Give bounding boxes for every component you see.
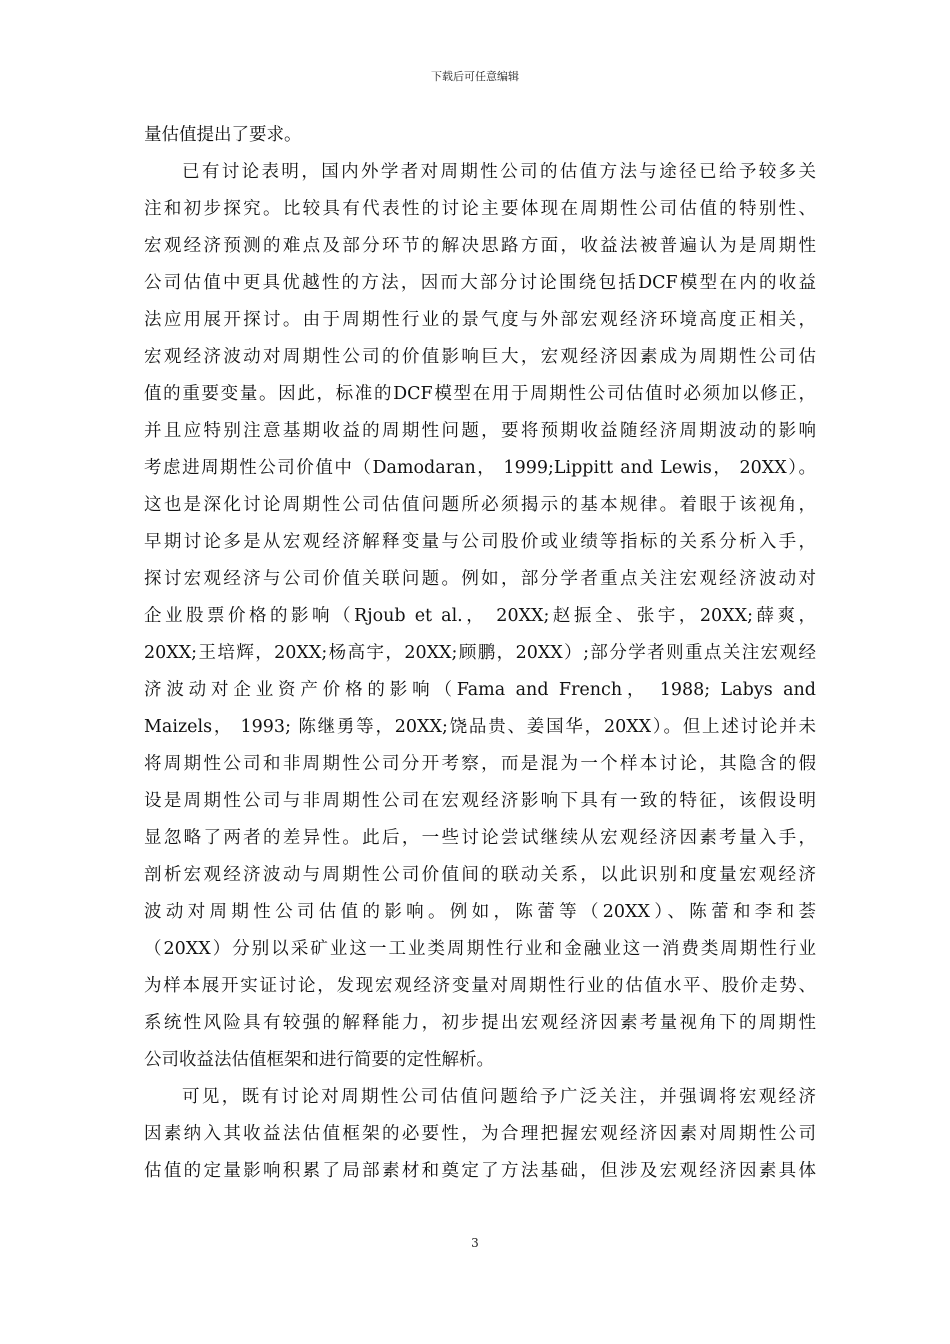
text-line: 探讨宏观经济与公司价值关联问题。例如，部分学者重点关注宏观经济波动对 xyxy=(144,569,816,589)
body-text xyxy=(144,117,816,1190)
text-line: 波动对周期性公司估值的影响。例如，陈蕾等（20XX）、陈蕾和李和荟 xyxy=(144,902,816,922)
text-line: 宏观经济预测的难点及部分环节的解决思路方面，收益法被普遍认为是周期性 xyxy=(144,236,816,256)
text-line: 系统性风险具有较强的解释能力，初步提出宏观经济因素考量视角下的周期性 xyxy=(144,1013,816,1033)
text-line: 剖析宏观经济波动与周期性公司价值间的联动关系，以此识别和度量宏观经济 xyxy=(144,865,816,885)
text-line: 企业股票价格的影响（Rjoub et al.， 20XX;赵振全、张宇，20XX;薛爽， xyxy=(144,606,816,626)
text-line: 20XX;王培辉，20XX;杨高宇，20XX;顾鹏，20XX）;部分学者则重点关注宏观经 xyxy=(144,643,816,663)
text-line: 估值的定量影响积累了局部素材和奠定了方法基础，但涉及宏观经济因素具体 xyxy=(144,1161,816,1181)
text-line: 这也是深化讨论周期性公司估值问题所必须揭示的基本规律。着眼于该视角， xyxy=(144,495,816,515)
text-line: 值的重要变量。因此，标准的DCF模型在用于周期性公司估值时必须加以修正， xyxy=(144,384,816,404)
text-line: 并且应特别注意基期收益的周期性问题，要将预期收益随经济周期波动的影响 xyxy=(144,421,816,441)
text-line: 注和初步探究。比较具有代表性的讨论主要体现在周期性公司估值的特别性、 xyxy=(144,199,816,219)
text-line: 法应用展开探讨。由于周期性行业的景气度与外部宏观经济环境高度正相关， xyxy=(144,310,816,330)
text-line: 为样本展开实证讨论，发现宏观经济变量对周期性行业的估值水平、股价走势、 xyxy=(144,976,816,996)
text-line: 可见，既有讨论对周期性公司估值问题给予广泛关注，并强调将宏观经济 xyxy=(182,1087,816,1107)
text-line: 公司收益法估值框架和进行简要的定性解析。 xyxy=(144,1050,494,1070)
text-line: 已有讨论表明，国内外学者对周期性公司的估值方法与途径已给予较多关 xyxy=(182,162,816,182)
text-line: （20XX）分别以采矿业这一工业类周期性行业和金融业这一消费类周期性行业 xyxy=(144,939,816,959)
text-line: 设是周期性公司与非周期性公司在宏观经济影响下具有一致的特征，该假设明 xyxy=(144,791,816,811)
page-number: 3 xyxy=(471,1236,479,1250)
text-line: Maizels， 1993; 陈继勇等，20XX;饶品贵、姜国华，20XX）。但上述讨论并未 xyxy=(144,717,816,737)
text-line: 济波动对企业资产价格的影响（Fama and French， 1988; Labys and xyxy=(144,680,816,700)
text-line: 公司估值中更具优越性的方法，因而大部分讨论围绕包括DCF模型在内的收益 xyxy=(144,273,816,293)
text-line: 早期讨论多是从宏观经济解释变量与公司股价或业绩等指标的关系分析入手， xyxy=(144,532,816,552)
text-line: 宏观经济波动对周期性公司的价值影响巨大，宏观经济因素成为周期性公司估 xyxy=(144,347,816,367)
text-line: 量估值提出了要求。 xyxy=(144,125,302,145)
text-line: 显忽略了两者的差异性。此后，一些讨论尝试继续从宏观经济因素考量入手， xyxy=(144,828,816,848)
text-line: 将周期性公司和非周期性公司分开考察，而是混为一个样本讨论，其隐含的假 xyxy=(144,754,816,774)
page-header: 下载后可任意编辑 xyxy=(431,70,519,83)
text-line: 因素纳入其收益法估值框架的必要性，为合理把握宏观经济因素对周期性公司 xyxy=(144,1124,816,1144)
text-line: 考虑进周期性公司价值中（Damodaran， 1999;Lippitt and Lewis， 20XX）。 xyxy=(144,458,816,478)
